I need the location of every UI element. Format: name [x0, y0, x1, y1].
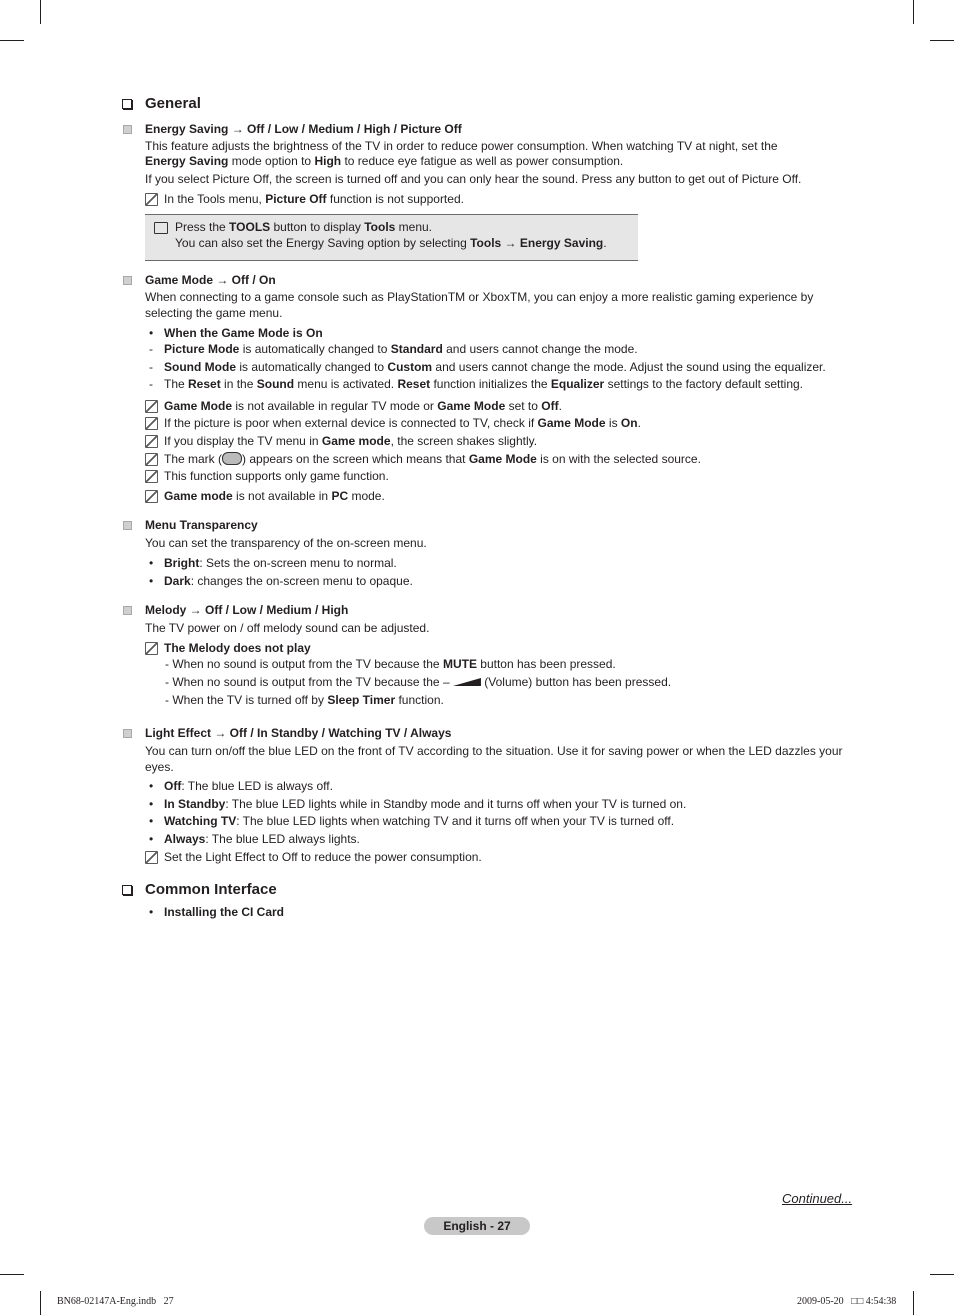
square-bullet-icon — [123, 276, 132, 285]
ci-card-item: Installing the CI Card — [164, 905, 285, 919]
game-mode-note-3: If you display the TV menu in Game mode, the screen shakes slightly. — [164, 434, 538, 448]
game-mode-detail-2: Sound Mode is automatically changed to Custom and users cannot change the mode. Adjust the sound using the equalizer. — [164, 360, 826, 374]
bullet-dot: • — [149, 574, 154, 588]
note-icon — [145, 490, 158, 503]
dash-marker: - — [149, 342, 153, 356]
crop-mark — [0, 40, 24, 41]
bullet-dot: • — [149, 556, 154, 570]
note-icon — [145, 417, 158, 430]
energy-saving-note: In the Tools menu, Picture Off function is not supported. — [164, 192, 464, 206]
section-heading-common-interface: Common Interface — [145, 881, 277, 898]
square-bullet-icon — [123, 606, 132, 615]
energy-saving-desc-2: Energy Saving mode option to High to reduce eye fatigue as well as power consumption. — [145, 154, 624, 168]
menu-transparency-bright: Bright: Sets the on-screen menu to normal. — [164, 556, 397, 570]
melody-desc: The TV power on / off melody sound can be adjusted. — [145, 621, 430, 635]
crop-mark — [913, 0, 914, 24]
menu-transparency-desc: You can set the transparency of the on-screen menu. — [145, 536, 427, 550]
game-mode-detail-1: Picture Mode is automatically changed to Standard and users cannot change the mode. — [164, 342, 638, 356]
note-icon — [145, 642, 158, 655]
bullet-dot: • — [149, 797, 154, 811]
gamepad-icon — [222, 452, 242, 465]
note-icon — [145, 400, 158, 413]
section-checkbox-icon — [122, 885, 132, 895]
bullet-dot: • — [149, 905, 154, 919]
light-effect-note: Set the Light Effect to Off to reduce the power consumption. — [164, 850, 482, 864]
note-icon — [145, 193, 158, 206]
tools-icon — [154, 222, 168, 234]
game-mode-title: Game Mode → Off / On — [145, 273, 276, 287]
game-mode-note-6: Game mode is not available in PC mode. — [164, 489, 385, 503]
light-effect-off: Off: The blue LED is always off. — [164, 779, 333, 793]
note-icon — [145, 851, 158, 864]
footer-timestamp: 2009-05-20 □□ 4:54:38 — [797, 1296, 897, 1307]
game-mode-desc: When connecting to a game console such as PlayStationTM or XboxTM, you can enjoy a more realistic gaming experience by — [145, 290, 814, 304]
section-checkbox-icon — [122, 99, 132, 109]
light-effect-standby: In Standby: The blue LED lights while in Standby mode and it turns off when your TV is turned on. — [164, 797, 687, 811]
melody-line-1: - When no sound is output from the TV because the MUTE button has been pressed. — [165, 657, 616, 671]
page-number: English - 27 — [424, 1217, 530, 1235]
melody-line-2: - When no sound is output from the TV because the – (Volume) button has been pressed. — [165, 675, 672, 689]
game-mode-note-2: If the picture is poor when external device is connected to TV, check if Game Mode is On. — [164, 416, 641, 430]
light-effect-desc: You can turn on/off the blue LED on the front of TV according to the situation. Use it for saving power or when the LED dazzles your — [145, 744, 843, 758]
game-mode-note-1: Game Mode is not available in regular TV mode or Game Mode set to Off. — [164, 399, 562, 413]
melody-note-title: The Melody does not play — [164, 641, 311, 655]
square-bullet-icon — [123, 521, 132, 530]
footer-file-info: BN68-02147A-Eng.indb 27 — [57, 1296, 174, 1307]
square-bullet-icon — [123, 125, 132, 134]
note-icon — [145, 435, 158, 448]
note-icon — [145, 453, 158, 466]
game-mode-note-4: The mark ( ) appears on the screen which means that Game Mode is on with the selected source. — [164, 452, 701, 466]
dash-marker: - — [149, 377, 153, 391]
crop-mark — [930, 1274, 954, 1275]
light-effect-always: Always: The blue LED always lights. — [164, 832, 360, 846]
tools-tip-box — [145, 214, 638, 261]
melody-title: Melody → Off / Low / Medium / High — [145, 603, 349, 617]
square-bullet-icon — [123, 729, 132, 738]
tools-tip-line-1: Press the TOOLS button to display Tools menu. — [175, 220, 433, 234]
crop-mark — [40, 0, 41, 24]
dash-marker: - — [149, 360, 153, 374]
game-mode-when-on: When the Game Mode is On — [164, 326, 323, 340]
bullet-dot: • — [149, 779, 154, 793]
game-mode-detail-3: The Reset in the Sound menu is activated. Reset function initializes the Equalizer settings to the factory default setting. — [164, 377, 804, 391]
tools-tip-line-2: You can also set the Energy Saving option by selecting Tools → Energy Saving. — [175, 236, 607, 250]
light-effect-desc-2: eyes. — [145, 760, 174, 774]
note-icon — [145, 470, 158, 483]
continued-label: Continued... — [782, 1191, 853, 1206]
energy-saving-desc-3: If you select Picture Off, the screen is turned off and you can only hear the sound. Press any button to get out of Picture Off. — [145, 172, 802, 186]
menu-transparency-dark: Dark: changes the on-screen menu to opaque. — [164, 574, 413, 588]
section-heading-general: General — [145, 95, 201, 112]
crop-mark — [930, 40, 954, 41]
light-effect-title: Light Effect → Off / In Standby / Watching TV / Always — [145, 726, 452, 740]
crop-mark — [0, 1274, 24, 1275]
crop-mark — [913, 1291, 914, 1315]
volume-icon — [453, 678, 481, 686]
light-effect-watching: Watching TV: The blue LED lights when watching TV and it turns off when your TV is turned off. — [164, 814, 675, 828]
energy-saving-desc: This feature adjusts the brightness of the TV in order to reduce power consumption. When watching TV at night, set the — [145, 139, 778, 153]
game-mode-note-5: This function supports only game function. — [164, 469, 389, 483]
menu-transparency-title: Menu Transparency — [145, 518, 258, 532]
game-mode-desc-2: selecting the game menu. — [145, 306, 283, 320]
crop-mark — [40, 1291, 41, 1315]
bullet-dot: • — [149, 814, 154, 828]
melody-line-3: - When the TV is turned off by Sleep Timer function. — [165, 693, 444, 707]
bullet-dot: • — [149, 326, 154, 340]
energy-saving-title: Energy Saving → Off / Low / Medium / High / Picture Off — [145, 122, 462, 136]
bullet-dot: • — [149, 832, 154, 846]
